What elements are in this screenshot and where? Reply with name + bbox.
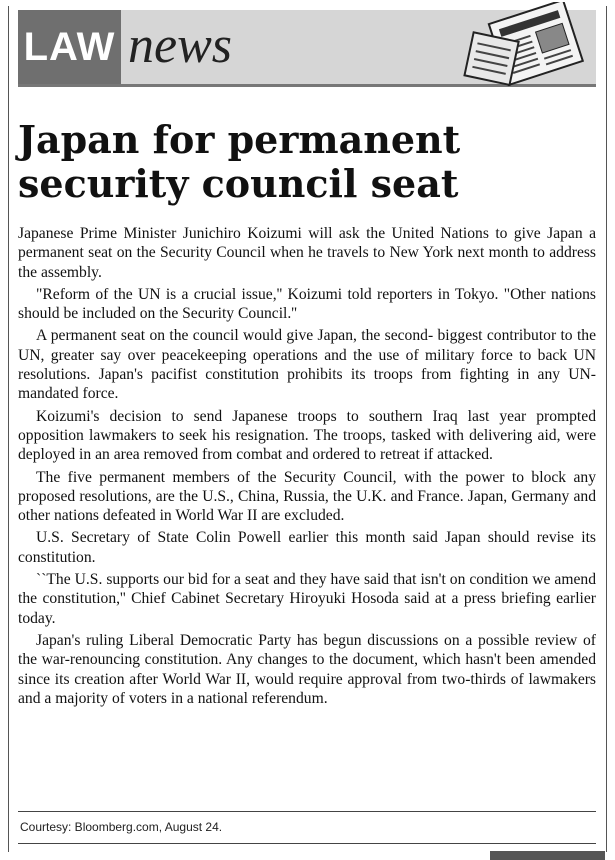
masthead [18,10,596,87]
masthead-news: news [128,17,232,74]
article-headline: Japan for permanent security council seat [18,117,461,206]
article-paragraph: Japan's ruling Liberal Democratic Party has begun discussions on a possible review of the war-renouncing constitution. Any changes to the document, which hasn't been amended since its creation after World War II, would require approval from two-thirds of lawmakers and a majority of voters in a national referendum. [18,631,596,707]
article-paragraph: A permanent seat on the council would give Japan, the second- biggest contributor to the UN, greater say over peacekeeping operations and the use of military force to back UN resolutions. Japan's pacifist constitution prohibits its troops from fighting in any UN-mandated force. [18,327,596,403]
courtesy-credit: Courtesy: Bloomberg.com, August 24. [20,820,223,834]
article-paragraph: Japanese Prime Minister Junichiro Koizumi will ask the United Nations to give Japan a permanent seat on the Security Council when he travels to New York next month to address the assembly. [18,225,596,281]
newspaper-icon [458,2,603,90]
article-paragraph: "Reform of the UN is a crucial issue,'' Koizumi told reporters in Tokyo. "Other nations should be included on the Security Council.'' [18,285,596,323]
article-paragraph: U.S. Secretary of State Colin Powell earlier this month said Japan should revise its constitution. [18,529,596,566]
footer-divider [18,843,596,844]
article-paragraph: Koizumi's decision to send Japanese troops to southern Iraq last year prompted opposition lawmakers to seek his resignation. The troops, tasked with delivering aid, were deployed in an area removed from combat and ordered to retreat if attacked. [18,407,596,464]
corner-decoration [490,851,605,860]
article-paragraph: ``The U.S. supports our bid for a seat and they have said that isn't on condition we amend the constitution,'' Chief Cabinet Secretary Hiroyuki Hosoda said at a press briefing earlier today. [18,571,596,627]
footer-divider [18,811,596,812]
masthead-law: LAW [18,10,121,84]
article-body [18,224,596,711]
article-paragraph: The five permanent members of the Security Council, with the power to block any proposed resolutions, are the U.S., China, Russia, the U.K. and France. Japan, Germany and other nations defeated in World War II are excluded. [18,468,596,525]
